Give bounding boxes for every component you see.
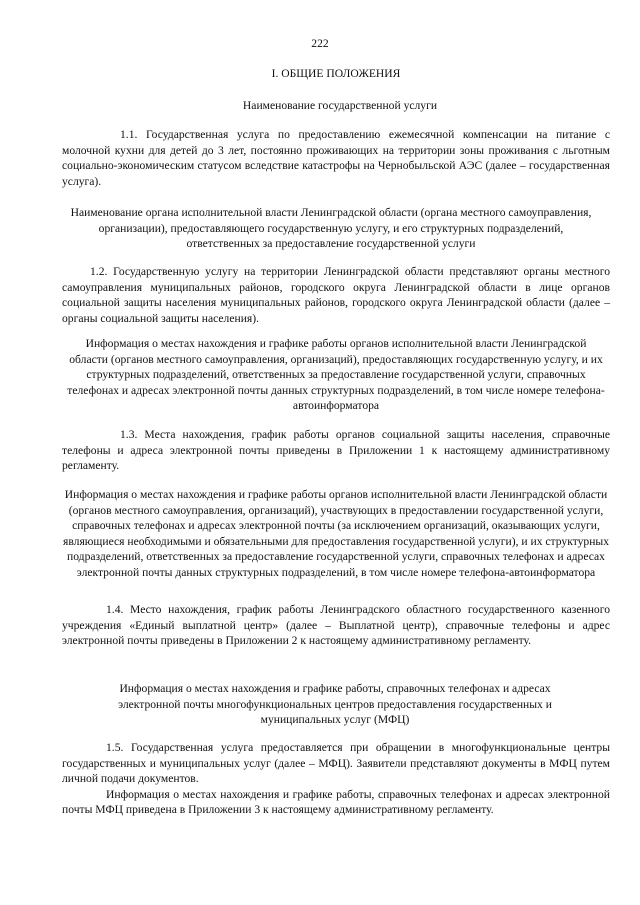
paragraph-text: 1.5. Государственная услуга предоставляется при обращении в многофункциональные центры государственных и муниципальных услуг (далее – МФЦ). Заявители представляют документы в МФЦ путем личной подачи документов. <box>62 741 610 786</box>
paragraph-text: Информация о местах нахождения и графике работы, справочных телефонах и адресах электронной почты МФЦ приведена в Приложении 3 к настоящему административному регламенту. <box>62 787 610 817</box>
heading-info-authorities: Информация о местах нахождения и графике работы органов исполнительной власти Ленинградской области (органов местного самоуправления, организаций), предоставляющих государственную услугу, и их структурных подразделений, ответственных за предоставление государственной услуги, справочных телефонах и адресах электронной почты данных структурных подразделений, в том числе номере телефона-автоинформатора <box>67 337 605 413</box>
paragraph-text: 1.3. Места нахождения, график работы органов социальной защиты населения, справочные телефоны и адреса электронной почты приведены в Приложении 1 к настоящему административному регламенту. <box>62 428 610 473</box>
page-number: 222 <box>311 37 329 50</box>
section-title: I. ОБЩИЕ ПОЛОЖЕНИЯ <box>271 67 401 80</box>
paragraph-text: 1.2. Государственную услугу на территории Ленинградской области представляют органы местного самоуправления муниципальных районов, городского округа Ленинградской области в лице органов социальной защиты населения муниципальных районов, городского округа Ленинградской области (далее – органы социальной защиты населения). <box>62 265 610 325</box>
heading-service-name: Наименование государственной услуги <box>242 99 438 112</box>
paragraph-text: 1.4. Место нахождения, график работы Ленинградского областного государственного казенного учреждения «Единый выплатной центр» (далее – Выплатной центр), справочные телефоны и адрес электронной почты приведены в Приложении 2 к настоящему административному регламенту. <box>62 603 610 648</box>
paragraph-1-4 <box>62 602 610 649</box>
paragraph-1-5 <box>62 740 610 818</box>
heading-info-participants: Информация о местах нахождения и графике работы органов исполнительной власти Ленинградской области (органов местного самоуправления, организаций), участвующих в предоставлении государственной услуги, справочных телефонах и адресах электронной почты (за исключением организаций, оказывающих услуги, являющиеся необходимыми и обязательными для предоставления государственной услуги), и их структурных подразделений, ответственных за предоставление государственной услуги, справочных телефонах и адресах электронной почты данных структурных подразделений, в том числе номере телефона-автоинформатора <box>63 488 609 579</box>
paragraph-text: 1.1. Государственная услуга по предоставлению ежемесячной компенсации на питание с молочной кухни для детей до 3 лет, постоянно проживающих на территории зоны проживания с льготным социально-экономическим статусом вследствие катастрофы на Чернобыльской АЭС (далее – государственная услуга). <box>62 128 610 188</box>
paragraph-1-1 <box>62 127 610 189</box>
heading-info-mfc: Информация о местах нахождения и графике работы, справочных телефонах и адресах электронной почты многофункциональных центров предоставления государственных и муниципальных услуг (МФЦ) <box>118 682 552 727</box>
paragraph-1-2 <box>62 264 610 326</box>
paragraph-1-3 <box>62 427 610 474</box>
heading-authority: Наименование органа исполнительной власти Ленинградской области (органа местного самоуправления, организации), предоставляющего государственную услугу, и его структурных подразделений, ответственных за предоставление государственной услуги <box>70 206 592 251</box>
